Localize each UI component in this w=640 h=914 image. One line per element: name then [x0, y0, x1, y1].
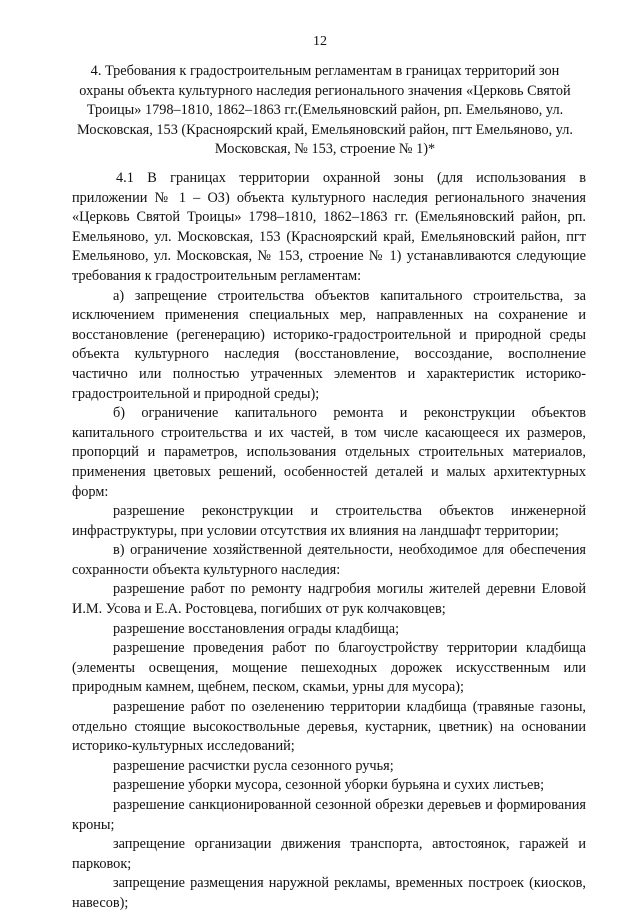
paragraph-v: в) ограничение хозяйственной деятельности, необходимое для обеспечения сохранности объекта культурного наследия: [72, 542, 586, 578]
section-title: 4. Требования к градостроительным регламентам в границах территорий зон охраны объекта культурного наследия регионального значения «Церковь Святой Троицы» 1798–1810, 1862–1863 гг.(Емельяновский район, рп. Емельяново, ул. Московская, 153 (Красноярский край, Емельяновский район, пгт Емельяново, ул. Московская, № 153, строение № 1)* [77, 63, 573, 158]
paragraph: разрешение проведения работ по благоустройству территории кладбища (элементы освещения, мощение пешеходных дорожек искусственным или природным камнем, щебнем, песком, скамьи, урны для мусора); [72, 640, 586, 696]
page-number: 12 [313, 34, 327, 49]
paragraph: разрешение расчистки русла сезонного ручья; [113, 757, 394, 774]
document-body [72, 169, 586, 914]
paragraph: запрещение организации движения транспорта, автостоянок, гаражей и парковок; [72, 836, 586, 872]
paragraph-b: б) ограничение капитального ремонта и реконструкции объектов капитального строительства и их частей, в том числе касающееся их размеров, пропорций и параметров, использования отдельных строительных материалов, применения цветовых решений, особенностей деталей и малых архитектурных форм: [72, 405, 586, 500]
paragraph: разрешение реконструкции и строительства объектов инженерной инфраструктуры, при условии отсутствия их влияния на ландшафт территории; [72, 503, 586, 539]
paragraph: разрешение санкционированной сезонной обрезки деревьев и формирования кроны; [72, 797, 586, 833]
paragraph-a: а) запрещение строительства объектов капитального строительства, за исключением применения специальных мер, направленных на сохранение и восстановление (регенерацию) историко-градостроительной и природной среды объекта культурного наследия (восстановление, воссоздание, восполнение частично или полностью утраченных элементов и характеристик историко-градостроительной и природной среды); [72, 287, 586, 402]
paragraph: разрешение уборки мусора, сезонной уборки бурьяна и сухих листьев; [113, 777, 545, 794]
paragraph: запрещение размещения наружной рекламы, временных построек (киосков, навесов); [72, 875, 586, 911]
paragraph: разрешение работ по озеленению территории кладбища (травяные газоны, отдельно стоящие высокоствольные деревья, кустарник, цветник) на основании историко-культурных исследований; [72, 699, 586, 755]
paragraph: разрешение восстановления ограды кладбища; [113, 620, 400, 637]
paragraph-4-1: 4.1 В границах территории охранной зоны (для использования в приложении № 1 – ОЗ) объекта культурного наследия регионального значения «Церковь Святой Троицы» 1798–1810, 1862–1863 гг. (Емельяновский район, рп. Емельяново, ул. Московская, 153 (Красноярский край, Емельяновский район, пгт Емельяново, ул. Московская, № 153, строение № 1) устанавливаются следующие требования к градостроительным регламентам: [72, 170, 586, 284]
paragraph: разрешение работ по ремонту надгробия могилы жителей деревни Еловой И.М. Усова и Е.А. Ростовцева, погибших от рук колчаковцев; [72, 581, 586, 618]
